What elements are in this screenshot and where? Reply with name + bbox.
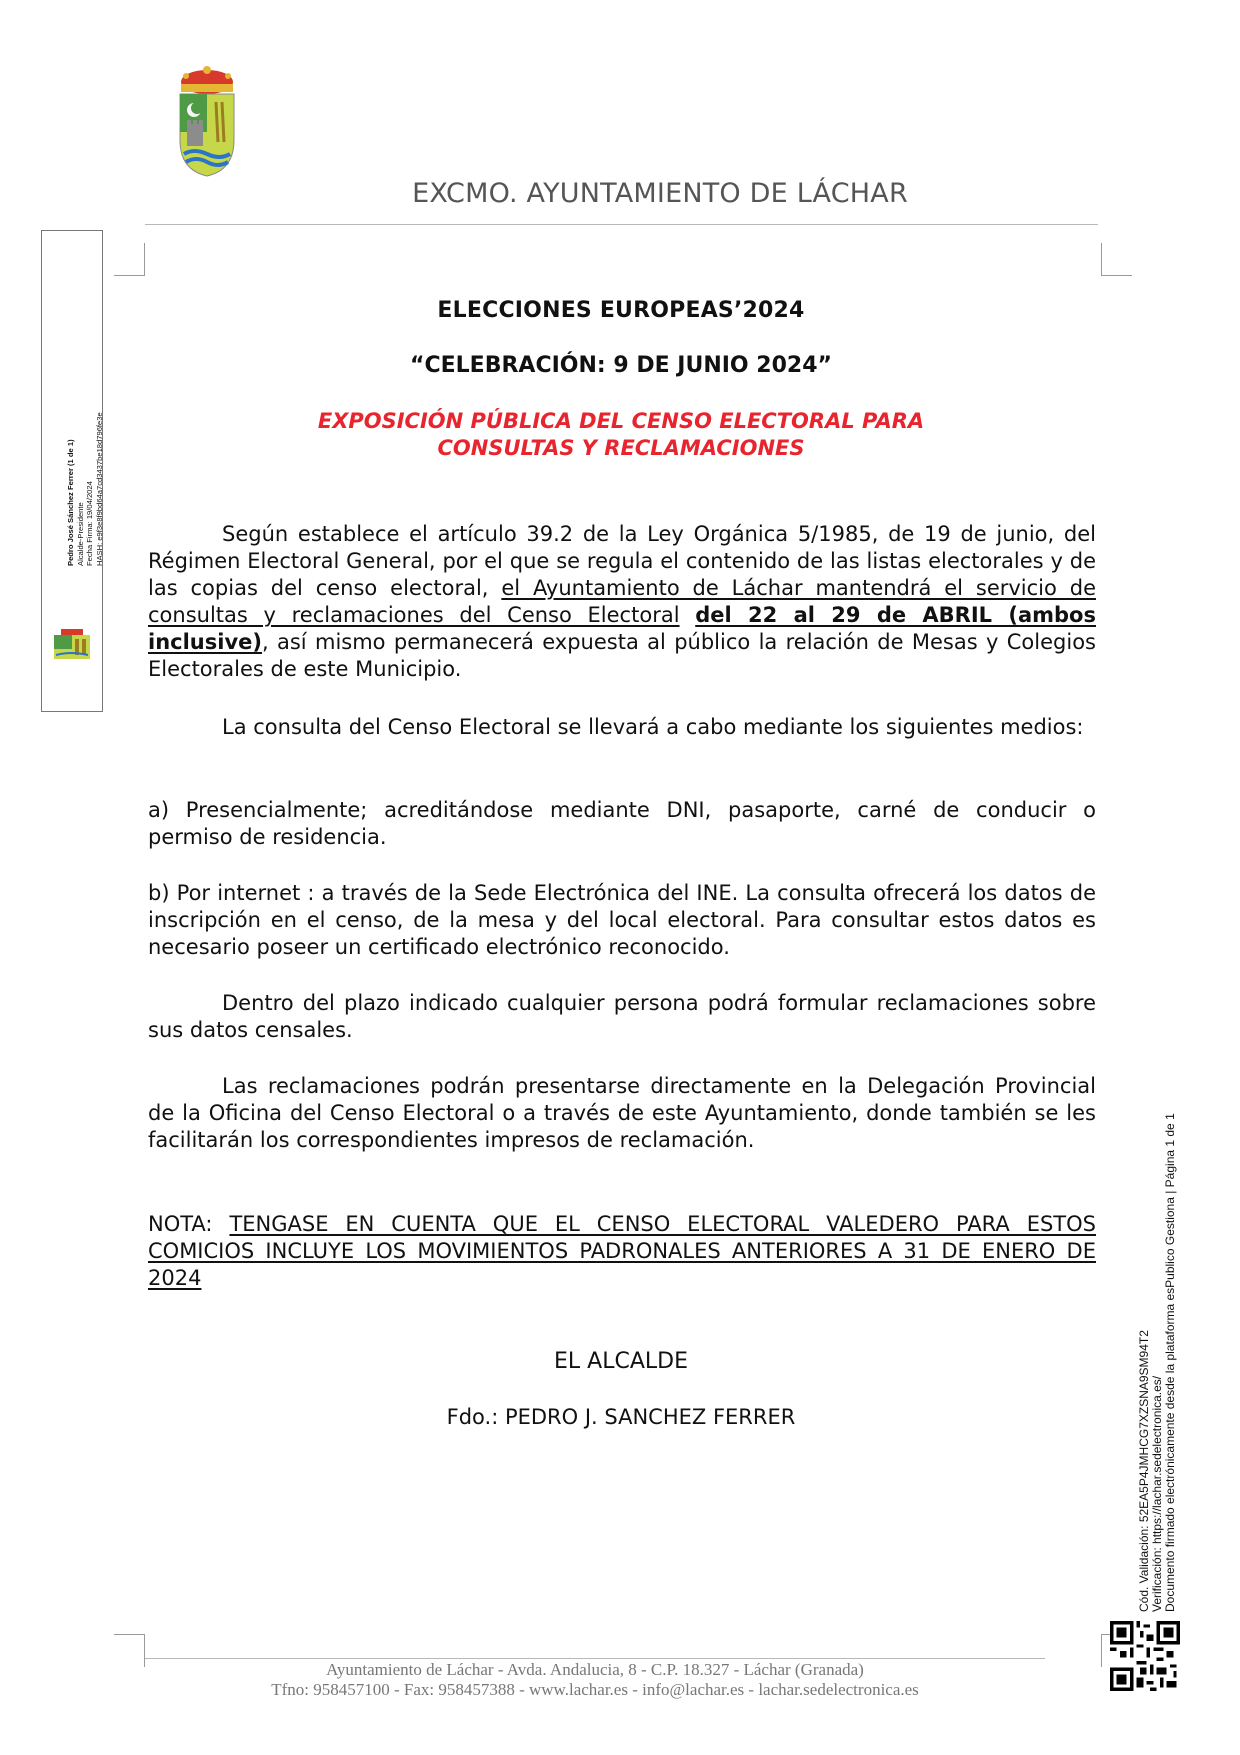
- coat-of-arms-icon: [172, 62, 242, 180]
- header-divider: [145, 224, 1098, 225]
- municipality-title: EXCMO. AYUNTAMIENTO DE LÁCHAR: [412, 178, 908, 209]
- validation-code: Cód. Validación: 52EA5P4JMHCG7XZSNA9SM94T2: [1137, 1330, 1151, 1612]
- election-title: ELECCIONES EUROPEAS’2024: [437, 298, 805, 323]
- verification-strip: [1138, 1113, 1177, 1612]
- paragraph-claims-period: Dentro del plazo indicado cualquier persona podrá formular reclamaciones sobre sus datos censales.: [148, 991, 1096, 1042]
- paragraph-1-intro: Según establece el artículo 39.2 de la Ley Orgánica 5/1985, de 19 de junio, del Régimen Electoral General, por el que se regula el contenido de las listas electorales y de las copias del censo electoral,: [148, 522, 1096, 600]
- footer-divider: [145, 1658, 1045, 1659]
- mayor-signature: Fdo.: PEDRO J. SANCHEZ FERRER: [446, 1405, 796, 1429]
- signer-name: Pedro José Sánchez Ferrer (1 de 1): [66, 439, 75, 566]
- verification-url: Verificación: https://lachar.sedelectronica.es/: [1150, 1375, 1164, 1612]
- exposition-heading: [145, 408, 1097, 462]
- period-dates: del 22 al 29 de ABRIL (ambos inclusive): [148, 603, 1096, 654]
- signer-role: Alcalde-Presidente: [75, 502, 85, 566]
- note-label: NOTA:: [148, 1212, 230, 1236]
- qr-code-icon[interactable]: [1110, 1621, 1180, 1691]
- mayor-title: EL ALCALDE: [554, 1349, 688, 1374]
- digital-signature-box: [41, 230, 103, 712]
- corner-mark-top-right: [1101, 243, 1132, 276]
- exposition-line-1: EXPOSICIÓN PÚBLICA DEL CENSO ELECTORAL PARA: [317, 409, 925, 433]
- paragraph-legal-basis: [148, 521, 1096, 683]
- paragraph-claims-submission: Las reclamaciones podrán presentarse directamente en la Delegación Provincial de la Oficina del Censo Electoral o a través de este Ayuntamiento, donde también se les facilitarán los correspondientes impresos de reclamación.: [148, 1074, 1096, 1152]
- paragraph-1-end: , así mismo permanecerá expuesta al público la relación de Mesas y Colegios Electorales de este Municipio.: [148, 630, 1096, 681]
- platform-note: Documento firmado electrónicamente desde la plataforma esPublico Gestiona | Página 1 de 1: [1163, 1113, 1177, 1612]
- corner-mark-top-left: [114, 243, 145, 276]
- small-coat-of-arms-icon: [51, 627, 93, 661]
- signature-hash: HASH: e9f3e8f9bd64a7cd3437be18d796fe3e: [94, 412, 104, 566]
- corner-mark-bottom-left: [114, 1634, 145, 1667]
- note: [148, 1211, 1096, 1292]
- note-text: TENGASE EN CUENTA QUE EL CENSO ELECTORAL VALEDERO PARA ESTOS COMICIOS INCLUYE LOS MOVIMIENTOS PADRONALES ANTERIORES A 31 DE ENERO DE 2024: [148, 1212, 1096, 1290]
- footer: [145, 1660, 1045, 1700]
- paragraph-consultation-means: La consulta del Censo Electoral se llevará a cabo mediante los siguientes medios:: [222, 715, 1084, 739]
- signature-text: [66, 326, 104, 566]
- paragraph-1-underlined: el Ayuntamiento de Láchar mantendrá el servicio de consultas y reclamaciones del Censo Electoral: [148, 576, 1096, 627]
- paragraph-internet: b) Por internet : a través de la Sede Electrónica del INE. La consulta ofrecerá los datos de inscripción en el censo, de la mesa y del local electoral. Para consultar estos datos es necesario poseer un certificado electrónico reconocido.: [148, 881, 1096, 959]
- celebration-date: “CELEBRACIÓN: 9 DE JUNIO 2024”: [410, 353, 832, 378]
- signature-date: Fecha Firma: 19/04/2024: [85, 481, 94, 566]
- footer-address: Ayuntamiento de Láchar - Avda. Andalucia, 8 - C.P. 18.327 - Láchar (Granada): [326, 1660, 864, 1679]
- paragraph-in-person: a) Presencialmente; acreditándose mediante DNI, pasaporte, carné de conducir o permiso de residencia.: [148, 798, 1096, 849]
- exposition-line-2: CONSULTAS Y RECLAMACIONES: [437, 436, 805, 460]
- footer-contact: Tfno: 958457100 - Fax: 958457388 - www.lachar.es - info@lachar.es - lachar.sedelectronica.es: [271, 1680, 919, 1699]
